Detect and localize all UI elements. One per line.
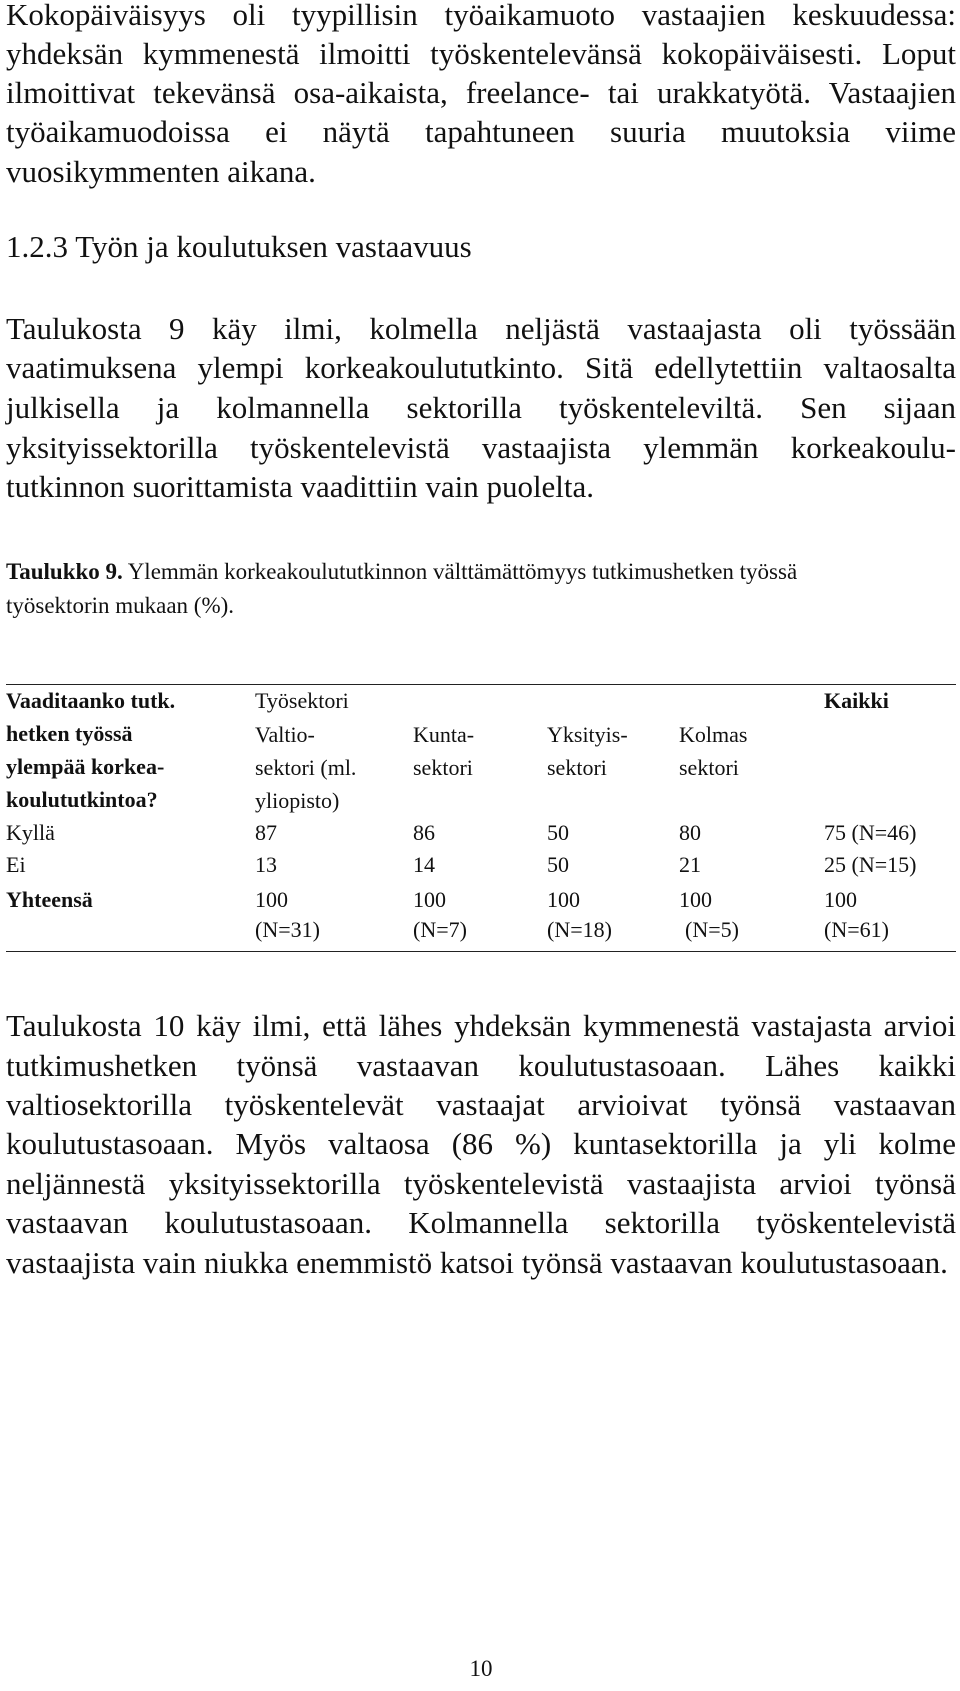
table-top-rule (6, 684, 956, 685)
text-line: yhdeksän kymmenestä ilmoitti työskentelevänsä kokopäiväisesti. Loput (6, 36, 956, 71)
table-cell: 80 (679, 820, 701, 845)
table-cell: 86 (413, 820, 435, 845)
text-line: tutkinnon suorittamista vaadittiin vain puolelta. (6, 469, 595, 504)
table-caption-line2: työsektorin mukaan (%). (6, 593, 235, 618)
text-line: työaikamuodoissa ei näytä tapahtuneen suuria muutoksia viime (6, 114, 956, 149)
text-line: neljännestä yksityissektorilla työskentelevistä vastaajista arvioi työnsä (6, 1166, 956, 1201)
text-line: valtiosektorilla työskentelevät vastaajat arvioivat työnsä vastaavan (6, 1087, 956, 1122)
table-cell: (N=7) (413, 917, 467, 942)
text-line: ilmoittivat tekevänsä osa-aikaista, freelance- tai urakkatyötä. Vastaajien (6, 75, 956, 110)
table-cell: 50 (547, 820, 569, 845)
table-cell: 87 (255, 820, 277, 845)
sector-header-line: yliopisto) (255, 788, 340, 813)
text-line: Taulukosta 9 käy ilmi, kolmella neljästä vastaajasta oli työssään (6, 311, 956, 346)
sector-header-line: Yksityis- (547, 722, 628, 747)
table-all-header: Kaikki (824, 688, 889, 713)
sector-header-line: Valtio- (255, 722, 315, 747)
table-cell: 100 (547, 887, 580, 912)
sector-header-line: sektori (679, 755, 739, 780)
table-cell: 50 (547, 852, 569, 877)
table-caption-label: Taulukko 9. (6, 559, 123, 584)
table-cell: 100 (679, 887, 712, 912)
text-line: vastaavan koulutustasoaan. Kolmannella sektorilla työskentelevistä (6, 1205, 956, 1240)
text-line: Kokopäiväisyys oli tyypillisin työaikamuoto vastaajien keskuudessa: (6, 0, 956, 32)
text-line: vaatimuksena ylempi korkeakoulututkinto. Sitä edellytettiin valtaosalta (6, 350, 956, 385)
table-cell: 25 (N=15) (824, 852, 917, 877)
text-line: julkisella ja kolmannella sektorilla työskenteleviltä. Sen sijaan (6, 390, 956, 425)
page-number: 10 (469, 1656, 493, 1681)
table-cell: 100 (255, 887, 288, 912)
table-cell: 100 (824, 887, 857, 912)
table-question-header-line: Vaaditaanko tutk. (6, 688, 176, 713)
table-cell: 14 (413, 852, 435, 877)
text-line: tutkimushetken työnsä vastaavan koulutustasoaan. Lähes kaikki (6, 1048, 956, 1083)
sector-header-line: sektori (ml. (255, 755, 357, 780)
text-line: yksityissektorilla työskentelevistä vastaajista ylemmän korkeakoulu- (6, 430, 956, 465)
table-caption (6, 554, 956, 589)
table-caption-text: Ylemmän korkeakoulututkinnon välttämättömyys tutkimushetken työssä (122, 559, 798, 584)
table-question-header-line: hetken työssä (6, 721, 133, 746)
table-cell: 100 (413, 887, 446, 912)
table-bottom-rule (6, 951, 956, 952)
table-cell: 75 (N=46) (824, 820, 917, 845)
table-question-header-line: koulututkintoa? (6, 787, 158, 812)
sector-header-line: sektori (547, 755, 607, 780)
sector-header-line: Kunta- (413, 722, 475, 747)
table-question-header-line: ylempää korkea- (6, 754, 165, 779)
table-cell: (N=18) (547, 917, 612, 942)
table-group-header: Työsektori (255, 688, 349, 713)
table-cell: 21 (679, 852, 701, 877)
row-label: Yhteensä (6, 887, 93, 912)
row-label: Kyllä (6, 820, 55, 845)
text-line: Taulukosta 10 käy ilmi, että lähes yhdeksän kymmenestä vastajasta arvioi (6, 1008, 956, 1043)
table-cell: (N=5) (685, 917, 739, 942)
text-line: vuosikymmenten aikana. (6, 154, 316, 189)
table-cell: (N=61) (824, 917, 889, 942)
table-cell: (N=31) (255, 917, 320, 942)
row-label: Ei (6, 852, 26, 877)
section-heading: 1.2.3 Työn ja koulutuksen vastaavuus (6, 229, 472, 264)
table-cell: 13 (255, 852, 277, 877)
text-line: koulutustasoaan. Myös valtaosa (86 %) kuntasektorilla ja yli kolme (6, 1126, 956, 1161)
text-line: vastaajista vain niukka enemmistö katsoi työnsä vastaavan koulutustasoaan. (6, 1245, 948, 1280)
sector-header-line: sektori (413, 755, 473, 780)
sector-header-line: Kolmas (679, 722, 748, 747)
